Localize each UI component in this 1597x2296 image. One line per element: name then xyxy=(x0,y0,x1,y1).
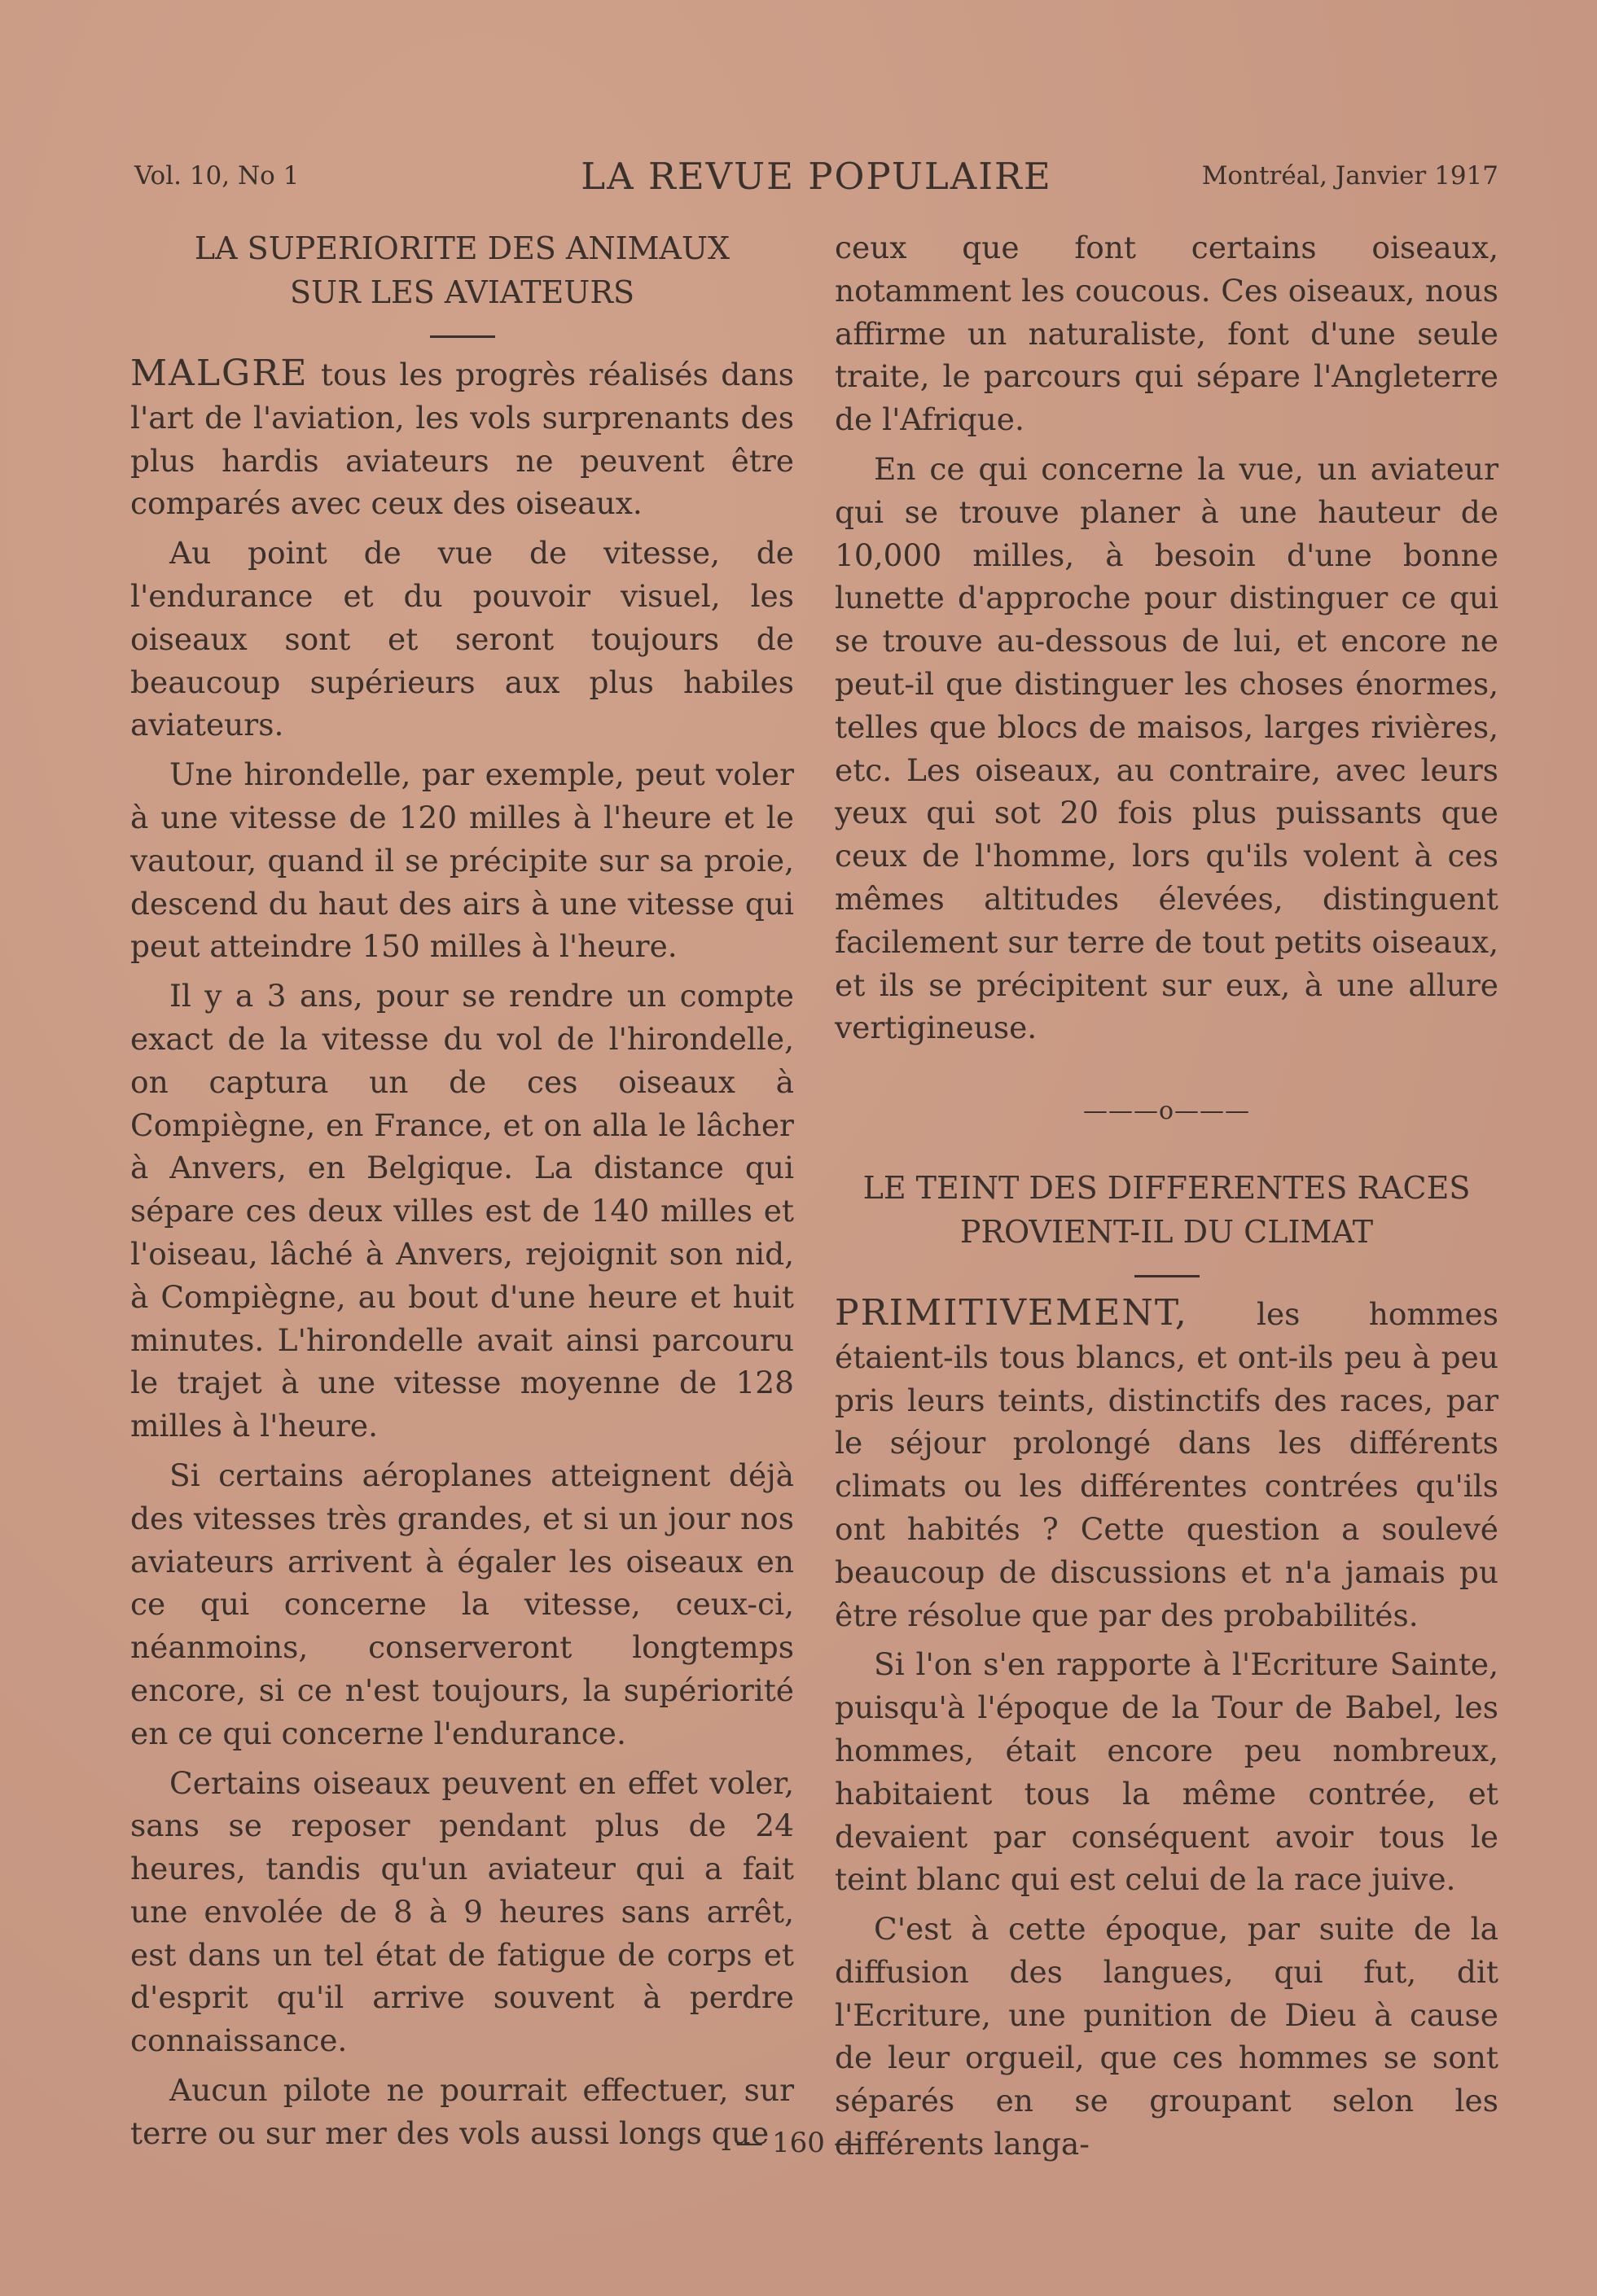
paragraph xyxy=(835,1292,1498,1637)
page-number: — 160 — xyxy=(735,2127,862,2159)
paragraph-text: les hommes étaient-ils tous blancs, et ont-ils peu à peu pris leurs teints, distinctifs des races, par le séjour prolongé dans les différents climats ou les différentes contrées qu'ils ont habités ? Cette question a soulevé beaucoup de discussions et n'a jamais pu être résolue que par des probabilités. xyxy=(835,1295,1498,1633)
volume-number: Vol. 10, No 1 xyxy=(134,161,300,191)
paragraph xyxy=(130,353,794,525)
journal-title: LA REVUE POPULAIRE xyxy=(581,155,1052,198)
paragraph: Il y a 3 ans, pour se rendre un compte exact de la vitesse du vol de l'hirondelle, on captura un de ces oiseaux à Compiègne, en France, et on alla le lâcher à Anvers, en Belgique. La distance qui sépare ces deux villes est de 140 milles et l'oiseau, lâché à Anvers, rejoignit son nid, à Compiègne, au bout d'une heure et huit minutes. L'hirondelle avait ainsi parcouru le trajet à une vitesse moyenne de 128 milles à l'heure. xyxy=(130,978,794,1444)
paragraph: Si certains aéroplanes atteignent déjà des vitesses très grandes, et si un jour nos aviateurs arrivent à égaler les oiseaux en ce qui concerne la vitesse, ceux-ci, néanmoins, conserveront longtemps encore, si ce n'est toujours, la supériorité en ce qui concerne l'endurance. xyxy=(130,1457,794,1751)
right-column xyxy=(835,226,1498,2172)
article-title xyxy=(835,1166,1498,1254)
left-column xyxy=(130,226,794,2162)
article-title-line: LE TEINT DES DIFFERENTES RACES xyxy=(862,1169,1471,1206)
place-date: Montréal, Janvier 1917 xyxy=(1201,161,1498,191)
paragraph: En ce qui concerne la vue, un aviateur qui se trouve planer à une hauteur de 10,000 milles, à besoin d'une bonne lunette d'approche pour distinguer ce qui se trouve au-dessous de lui, et encore ne peut-il que distinguer les choses énormes, telles que blocs de maisos, larges rivières, etc. Les oiseaux, au contraire, avec leurs yeux qui sot 20 fois plus puissants que ceux de l'homme, lors qu'ils volent à ces mêmes altitudes élevées, distinguent facilement sur terre de tout petits oiseaux, et ils se précipitent sur eux, à une allure vertigineuse. xyxy=(835,450,1498,1046)
paragraph: Au point de vue de vitesse, de l'endurance et du pouvoir visuel, les oiseaux sont et seront toujours de beaucoup supérieurs aux plus habiles aviateurs. xyxy=(130,535,794,743)
paragraph-continued: ceux que font certains oiseaux, notamment les coucous. Ces oiseaux, nous affirme un naturaliste, font d'une seule traite, le parcours qui sépare l'Angleterre de l'Afrique. xyxy=(835,230,1498,438)
paragraph: Certains oiseaux peuvent en effet voler, sans se reposer pendant plus de 24 heures, tandis qu'un aviateur qui a fait une envolée de 8 à 9 heures sans arrêt, est dans un tel état de fatigue de corps et d'esprit qu'il arrive souvent à perdre connaissance. xyxy=(130,1764,794,2059)
drop-word: MALGRE xyxy=(130,353,309,394)
paragraph: Si l'on s'en rapporte à l'Ecriture Sainte, puisqu'à l'époque de la Tour de Babel, les hommes, était encore peu nombreux, habitaient tous la même contrée, et devaient par conséquent avoir tous le teint blanc qui est celui de la race juive. xyxy=(835,1646,1498,1898)
paragraph: Une hirondelle, par exemple, peut voler à une vitesse de 120 milles à l'heure et le vautour, quand il se précipite sur sa proie, descend du haut des airs à une vitesse qui peut atteindre 150 milles à l'heure. xyxy=(130,756,794,965)
title-rule xyxy=(1134,1275,1200,1277)
article-title-line: SUR LES AVIATEURS xyxy=(290,274,634,310)
title-rule xyxy=(430,335,495,338)
drop-word: PRIMITIVEMENT, xyxy=(835,1291,1188,1334)
paragraph: Aucun pilote ne pourrait effectuer, sur terre ou sur mer des vols aussi longs que xyxy=(130,2072,794,2151)
article-title-line: PROVIENT-IL DU CLIMAT xyxy=(959,1213,1374,1250)
paragraph: C'est à cette époque, par suite de la diffusion des langues, qui fut, dit l'Ecriture, une punition de Dieu à cause de leur orgueil, que ces hommes se sont séparés en se groupant selon les différents langa- xyxy=(835,1911,1498,2162)
paragraph-text: tous les progrès réalisés dans l'art de l'aviation, les vols surprenants des plus hardis aviateurs ne peuvent être comparés avec ceux des oiseaux. xyxy=(130,357,794,522)
running-header xyxy=(134,155,1498,204)
article-title xyxy=(130,226,794,314)
article-title-line: LA SUPERIORITE DES ANIMAUX xyxy=(194,230,730,266)
section-separator: ———o——— xyxy=(1082,1097,1251,1126)
